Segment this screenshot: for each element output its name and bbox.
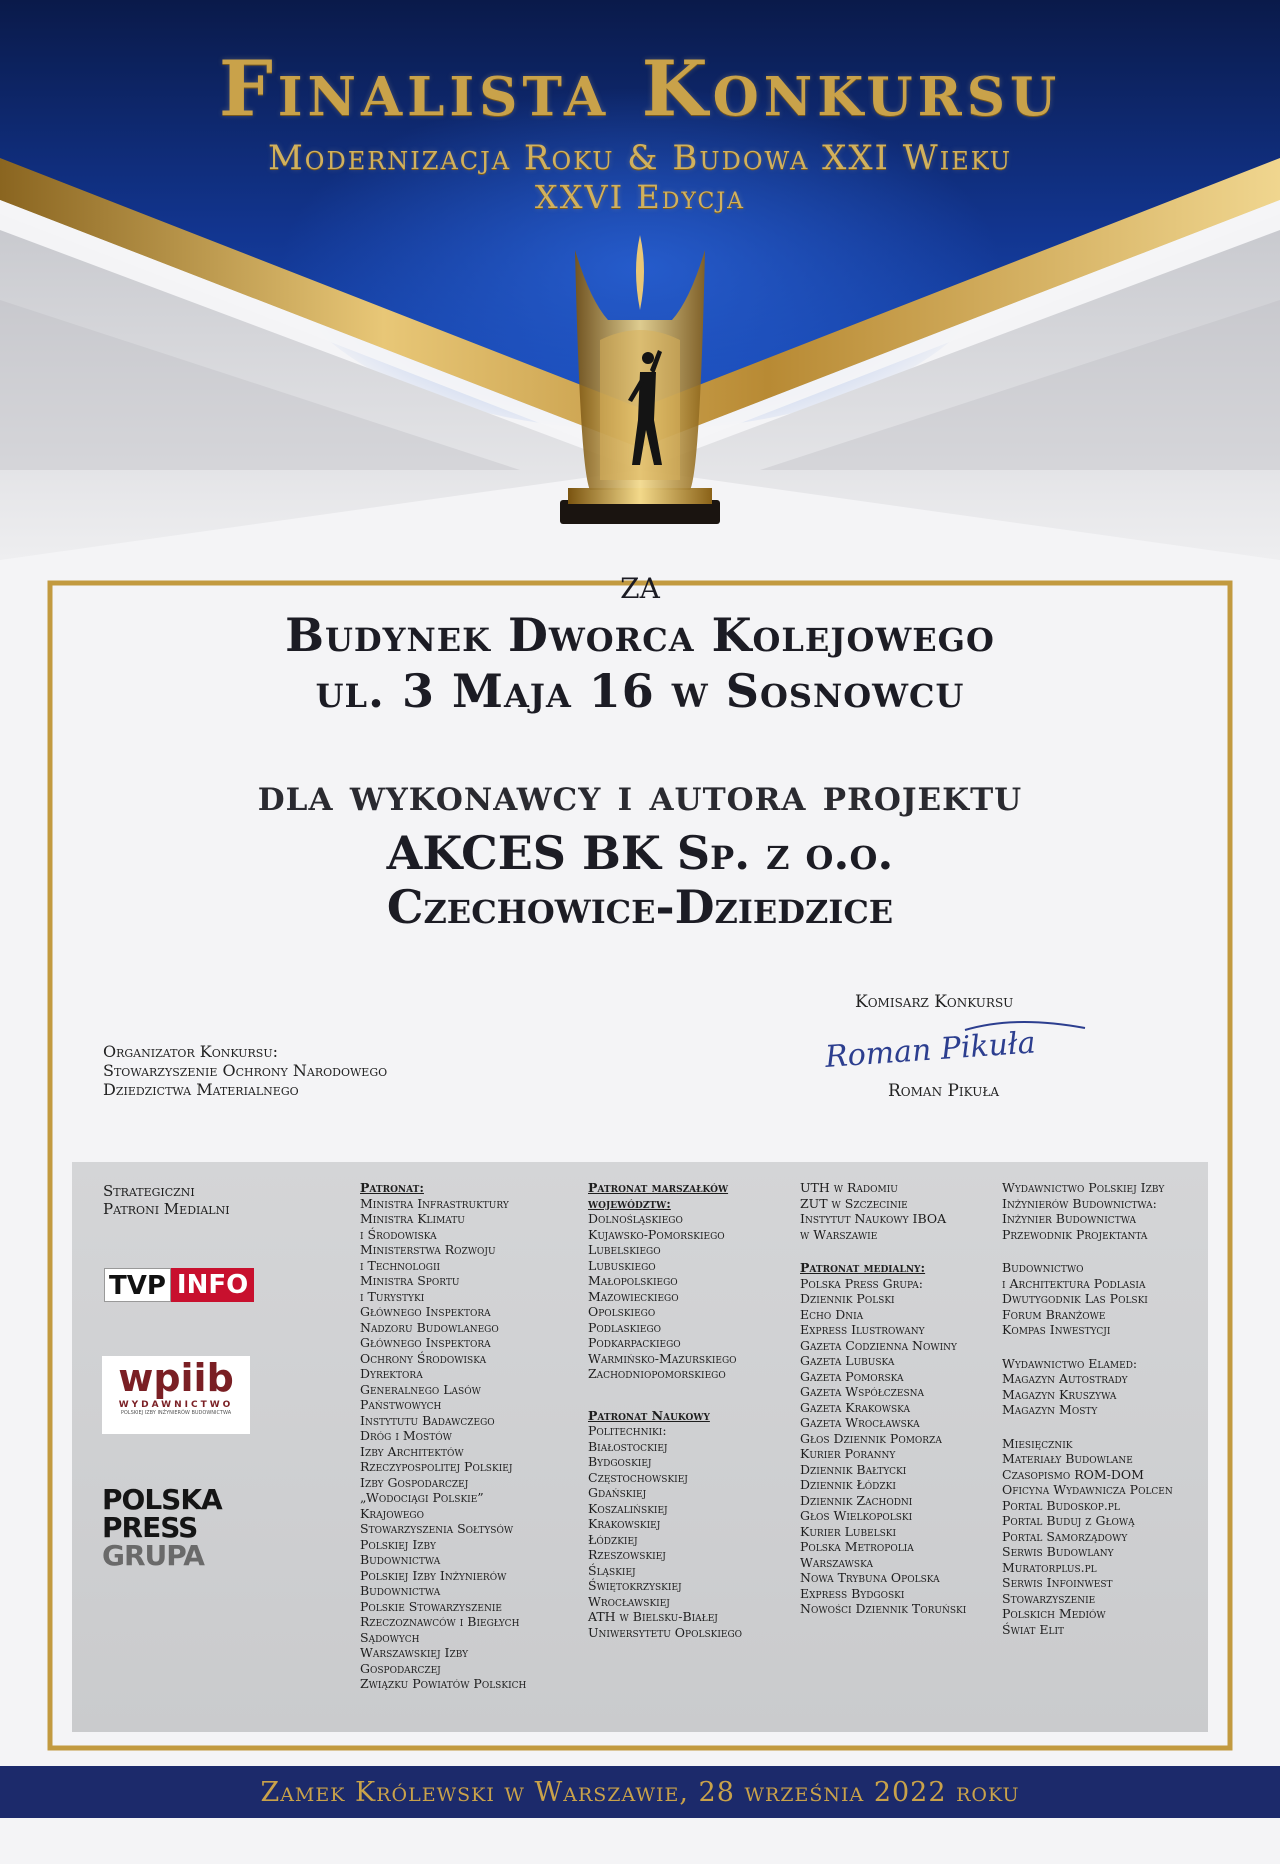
company-name: AKCES BK Sp. z o.o. bbox=[386, 826, 894, 880]
patronat-item: Izby Gospodarczej bbox=[360, 1474, 469, 1490]
col4-top-list bbox=[800, 1180, 966, 1242]
ppg-line2: PRESS bbox=[102, 1511, 198, 1544]
ppg-line1: POLSKA bbox=[102, 1483, 222, 1516]
patronat-medialny-item: Gazeta Współczesna bbox=[800, 1384, 925, 1399]
patronat-item: Ministra Infrastruktury bbox=[360, 1195, 509, 1211]
patronat-item: Polskie Stowarzyszenie bbox=[360, 1598, 502, 1614]
patronat-item: Generalnego Lasów bbox=[360, 1381, 481, 1397]
col5-item: Muratorplus.pl bbox=[1002, 1559, 1097, 1575]
col5-item: Kompas Inwestycji bbox=[1002, 1322, 1111, 1337]
patronat-item: Państwowych bbox=[360, 1397, 442, 1412]
patronat-list bbox=[360, 1196, 526, 1692]
marszalkow-item: Podkarpackiego bbox=[588, 1335, 681, 1350]
col5-item: Portal Buduj z Głową bbox=[1002, 1513, 1135, 1528]
col4-top-item: w Warszawie bbox=[800, 1226, 878, 1242]
edition-label: XXVI Edycja bbox=[534, 178, 746, 216]
marszalkow-item: Kujawsko-Pomorskiego bbox=[588, 1226, 725, 1242]
col5-item: Budownictwo bbox=[1002, 1260, 1084, 1275]
patronat-item: Głównego Inspektora bbox=[360, 1304, 491, 1319]
col5-group4 bbox=[1002, 1436, 1173, 1638]
patronat-medialny-item: Głos Wielkopolski bbox=[800, 1508, 913, 1523]
col5-item: Inżynierów Budownictwa: bbox=[1002, 1195, 1157, 1211]
patronat-medialny-item: Dziennik Bałtycki bbox=[800, 1461, 907, 1477]
col5-item: Serwis Budowlany bbox=[1002, 1544, 1114, 1559]
polska-press-grupa-logo bbox=[102, 1483, 222, 1572]
organizer-line2: Dziedzictwa Materialnego bbox=[103, 1080, 299, 1099]
patronat-item: Związku Powiatów Polskich bbox=[360, 1676, 527, 1691]
col5-group1 bbox=[1002, 1180, 1173, 1242]
patronat-item: Dyrektora bbox=[360, 1366, 423, 1381]
naukowy-item: Koszalińskiej bbox=[588, 1500, 668, 1516]
marszalkow-item: Opolskiego bbox=[588, 1304, 656, 1319]
patronat-medialny-item: Kurier Lubelski bbox=[800, 1523, 897, 1539]
naukowy-list bbox=[588, 1423, 742, 1640]
naukowy-item: Rzeszowskiej bbox=[588, 1547, 666, 1562]
col5-item: Portal Samorządowy bbox=[1002, 1528, 1128, 1544]
naukowy-item: Krakowskiej bbox=[588, 1516, 661, 1531]
patronat-medialny-item: Gazeta Krakowska bbox=[800, 1399, 911, 1415]
patronat-marszalkow-column bbox=[588, 1180, 742, 1640]
col5-group3 bbox=[1002, 1356, 1173, 1418]
col5-item: Wydawnictwo Polskiej Izby bbox=[1002, 1180, 1165, 1195]
patronat-item: Instytutu Badawczego bbox=[360, 1412, 495, 1428]
patronat-medialny-item: Gazeta Pomorska bbox=[800, 1368, 904, 1384]
patronat-column bbox=[360, 1180, 526, 1692]
patronat-item: Sądowych bbox=[360, 1629, 420, 1645]
award-object-line1: Budynek Dworca Kolejowego bbox=[285, 608, 995, 662]
patronat-item: i Turystyki bbox=[360, 1288, 425, 1304]
col5-item: Magazyn Autostrady bbox=[1002, 1371, 1128, 1386]
wpiib-logo-small: POLSKIEJ IZBY INŻYNIERÓW BUDOWNICTWA bbox=[120, 1410, 232, 1416]
col4-top-item: ZUT w Szczecinie bbox=[800, 1195, 908, 1211]
patronat-medialny-item: Gazeta Codzienna Nowiny bbox=[800, 1337, 957, 1353]
col4-top-item: Instytut Naukowy IBOA bbox=[800, 1211, 947, 1226]
col5-item: Magazyn Mosty bbox=[1002, 1402, 1098, 1417]
organizer-label: Organizator Konkursu: bbox=[103, 1042, 278, 1061]
patronat-medialny-item: Głos Dziennik Pomorza bbox=[800, 1430, 942, 1446]
publishers-column bbox=[1002, 1180, 1173, 1637]
col5-item: Magazyn Kruszywa bbox=[1002, 1386, 1117, 1402]
patronat-item: Głównego Inspektora bbox=[360, 1335, 491, 1350]
wpiib-logo bbox=[102, 1356, 250, 1434]
patronat-medialny-item: Nowa Trybuna Opolska bbox=[800, 1570, 940, 1585]
naukowy-item: Wrocławskiej bbox=[588, 1593, 670, 1609]
patronat-item: Ochrony Środowiska bbox=[360, 1350, 487, 1366]
patronat-medialny-item: Dziennik Polski bbox=[800, 1291, 895, 1306]
patronat-item: Stowarzyszenia Sołtysów bbox=[360, 1521, 514, 1536]
col5-item: Inżynier Budownictwa bbox=[1002, 1211, 1136, 1226]
col4-top-item: UTH w Radomiu bbox=[800, 1180, 898, 1195]
patronat-item: Budownictwa bbox=[360, 1552, 441, 1567]
patronat-item: Gospodarczej bbox=[360, 1660, 441, 1676]
media-patronage-column bbox=[800, 1180, 966, 1617]
patronat-item: Ministra Klimatu bbox=[360, 1211, 465, 1226]
naukowy-item: Świętokrzyskiej bbox=[588, 1578, 682, 1593]
company-city: Czechowice-Dziedzice bbox=[386, 880, 894, 934]
commissioner-name: Roman Pikuła bbox=[888, 1081, 1000, 1101]
patronat-medialny-item: Gazeta Wrocławska bbox=[800, 1415, 920, 1430]
patronat-item: Ministerstwa Rozwoju bbox=[360, 1242, 496, 1257]
naukowy-item: Bydgoskiej bbox=[588, 1454, 652, 1469]
commissioner-signature bbox=[815, 1010, 1100, 1080]
tvp-logo-left: TVP bbox=[104, 1268, 171, 1302]
col5-item: Serwis Infoinwest bbox=[1002, 1575, 1113, 1590]
certificate-title: Finalista Konkursu bbox=[218, 44, 1062, 133]
award-for-word: za bbox=[620, 562, 660, 608]
marszalkow-item: Dolnośląskiego bbox=[588, 1211, 683, 1226]
naukowy-item: Gdańskiej bbox=[588, 1485, 647, 1500]
naukowy-item: Śląskiej bbox=[588, 1562, 636, 1578]
patronat-item: Dróg i Mostów bbox=[360, 1428, 452, 1443]
patronat-medialny-item: Gazeta Lubuska bbox=[800, 1353, 895, 1368]
patronat-medialny-list bbox=[800, 1276, 966, 1617]
col5-item: Materiały Budowlane bbox=[1002, 1451, 1133, 1466]
naukowy-item: Politechniki: bbox=[588, 1423, 667, 1438]
marszalkow-item: Lubelskiego bbox=[588, 1242, 661, 1257]
tvp-info-logo bbox=[104, 1268, 254, 1302]
patronat-heading: Patronat: bbox=[360, 1180, 424, 1195]
strategic-patrons-line1: Strategiczni bbox=[103, 1182, 195, 1200]
patronat-item: Warszawskiej Izby bbox=[360, 1645, 469, 1660]
marszalkow-item: Mazowieckiego bbox=[588, 1288, 679, 1304]
naukowy-item: ATH w Bielsku-Białej bbox=[588, 1609, 718, 1624]
col5-item: Przewodnik Projektanta bbox=[1002, 1226, 1148, 1242]
patronat-medialny-item: Warszawska bbox=[800, 1554, 873, 1570]
col5-group2 bbox=[1002, 1260, 1173, 1338]
recipient-label: dla wykonawcy i autora projektu bbox=[257, 770, 1023, 821]
marszalkow-item: Małopolskiego bbox=[588, 1273, 678, 1288]
col5-item: Miesięcznik bbox=[1002, 1435, 1073, 1451]
naukowy-item: Uniwersytetu Opolskiego bbox=[588, 1624, 743, 1640]
patronat-medialny-item: Express Bydgoski bbox=[800, 1585, 905, 1601]
patronat-medialny-item: Kurier Poranny bbox=[800, 1446, 896, 1461]
col5-item: Forum Branżowe bbox=[1002, 1306, 1106, 1322]
marszalkow-item: Podlaskiego bbox=[588, 1319, 662, 1335]
trophy-icon bbox=[560, 235, 720, 524]
col5-item: Wydawnictwo Elamed: bbox=[1002, 1355, 1138, 1371]
award-object-line2: ul. 3 Maja 16 w Sosnowcu bbox=[315, 664, 965, 718]
col5-item: Oficyna Wydawnicza Polcen bbox=[1002, 1482, 1173, 1497]
patronat-item: Polskiej Izby Inżynierów bbox=[360, 1567, 507, 1583]
patronat-item: i Środowiska bbox=[360, 1226, 437, 1242]
patronat-medialny-item: Express Ilustrowany bbox=[800, 1322, 925, 1337]
strategic-patrons-label bbox=[103, 1182, 230, 1218]
naukowy-item: Częstochowskiej bbox=[588, 1469, 688, 1485]
patronat-item: Krajowego bbox=[360, 1505, 424, 1521]
naukowy-item: Białostockiej bbox=[588, 1438, 668, 1454]
wpiib-logo-sub: WYDAWNICTWO bbox=[118, 1400, 234, 1410]
wpiib-logo-main: wpiib bbox=[118, 1356, 234, 1400]
patronat-marszalkow-heading2: województw: bbox=[588, 1195, 671, 1211]
patronat-item: Ministra Sportu bbox=[360, 1273, 460, 1288]
organizer-block bbox=[103, 1042, 387, 1099]
patronat-naukowy-heading: Patronat Naukowy bbox=[588, 1407, 710, 1423]
patronat-item: Izby Architektów bbox=[360, 1443, 464, 1459]
strategic-patrons-line2: Patroni Medialni bbox=[103, 1200, 230, 1218]
patronat-medialny-item: Nowości Dziennik Toruński bbox=[800, 1601, 967, 1616]
marszalkow-item: Zachodniopomorskiego bbox=[588, 1366, 726, 1381]
patronat-medialny-item: Polska Press Grupa: bbox=[800, 1275, 923, 1291]
patronat-item: Polskiej Izby bbox=[360, 1536, 436, 1552]
naukowy-item: Łódzkiej bbox=[588, 1531, 638, 1547]
col5-item: Świat Elit bbox=[1002, 1621, 1065, 1637]
patronat-item: Rzeczypospolitej Polskiej bbox=[360, 1459, 513, 1474]
col5-item: i Architektura Podlasia bbox=[1002, 1275, 1146, 1291]
patronat-marszalkow-heading: Patronat marszałków bbox=[588, 1180, 729, 1195]
patronat-item: i Technologii bbox=[360, 1257, 441, 1273]
footer-place-date: Zamek Królewski w Warszawie, 28 września 2022 roku bbox=[260, 1777, 1020, 1808]
marszalkow-item: Warmińsko-Mazurskiego bbox=[588, 1350, 737, 1366]
patronat-item: Budownictwa bbox=[360, 1583, 441, 1598]
patronat-medialny-item: Polska Metropolia bbox=[800, 1539, 914, 1554]
commissioner-label: Komisarz Konkursu bbox=[855, 992, 1014, 1012]
ppg-line3: GRUPA bbox=[102, 1539, 204, 1572]
patronat-item: Rzeczoznawców i Biegłych bbox=[360, 1614, 520, 1629]
patronat-item: Nadzoru Budowlanego bbox=[360, 1319, 499, 1335]
marszalkow-list bbox=[588, 1211, 742, 1382]
tvp-logo-right: INFO bbox=[171, 1268, 254, 1302]
col5-item: Stowarzyszenie bbox=[1002, 1590, 1096, 1606]
svg-text:Roman Pikuła: Roman Pikuła bbox=[823, 1025, 1037, 1076]
col5-item: Portal Budoskop.pl bbox=[1002, 1497, 1120, 1513]
organizer-line1: Stowarzyszenie Ochrony Narodowego bbox=[103, 1061, 388, 1080]
patronat-item: „Wodociągi Polskie” bbox=[360, 1490, 484, 1505]
patronat-medialny-item: Dziennik Łódzki bbox=[800, 1477, 896, 1492]
patronat-medialny-item: Echo Dnia bbox=[800, 1306, 864, 1322]
patronat-medialny-heading: Patronat medialny: bbox=[800, 1260, 926, 1275]
marszalkow-item: Lubuskiego bbox=[588, 1257, 656, 1273]
competition-subtitle: Modernizacja Roku & Budowa XXI Wieku bbox=[267, 138, 1013, 178]
col5-item: Czasopismo ROM-DOM bbox=[1002, 1466, 1144, 1482]
patronat-medialny-item: Dziennik Zachodni bbox=[800, 1492, 913, 1508]
col5-item: Polskich Mediów bbox=[1002, 1606, 1106, 1621]
col5-item: Dwutygodnik Las Polski bbox=[1002, 1291, 1148, 1306]
